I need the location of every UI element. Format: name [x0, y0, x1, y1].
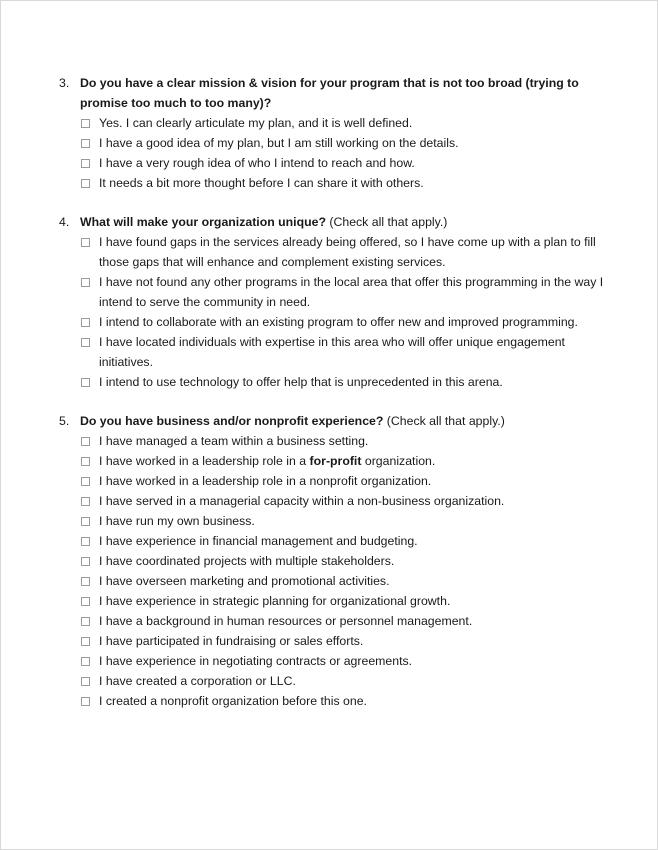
checkbox[interactable]: [81, 437, 90, 446]
option-item: [59, 272, 619, 312]
option-label: I have overseen marketing and promotional activities.: [99, 574, 390, 588]
option-item: [59, 471, 619, 491]
option-label: I have a very rough idea of who I intend to reach and how.: [99, 156, 415, 170]
option-item: [59, 312, 619, 332]
option-label: I have experience in negotiating contracts or agreements.: [99, 654, 413, 668]
checkbox[interactable]: [81, 278, 90, 287]
question-4: [59, 212, 619, 392]
option-label: I have managed a team within a business setting.: [99, 434, 369, 448]
checkbox[interactable]: [81, 677, 90, 686]
checkbox[interactable]: [81, 179, 90, 188]
checkbox[interactable]: [81, 697, 90, 706]
question-prompt: What will make your organization unique? (Check all that apply.): [80, 215, 448, 229]
option-item: [59, 631, 619, 651]
question-number: 4.: [59, 215, 70, 229]
checkbox[interactable]: [81, 378, 90, 387]
checkbox[interactable]: [81, 238, 90, 247]
option-label: I intend to collaborate with an existing program to offer new and improved programming.: [99, 315, 578, 329]
option-item: [59, 551, 619, 571]
option-label: I have worked in a leadership role in a nonprofit organization.: [99, 474, 432, 488]
option-item: [59, 571, 619, 591]
option-item: [59, 531, 619, 551]
option-item: [59, 431, 619, 451]
option-item: [59, 651, 619, 671]
question-3-heading: [59, 73, 619, 113]
option-item: [59, 332, 619, 372]
option-item: [59, 232, 619, 272]
checkbox[interactable]: [81, 318, 90, 327]
checkbox[interactable]: [81, 119, 90, 128]
option-label: I have experience in strategic planning for organizational growth.: [99, 594, 451, 608]
question-3: [59, 73, 619, 193]
option-item: [59, 591, 619, 611]
checkbox[interactable]: [81, 477, 90, 486]
option-label: I have found gaps in the services already being offered, so I have come up with a plan to fill those gaps that will enhance and complement existing services.: [99, 235, 596, 269]
checkbox[interactable]: [81, 557, 90, 566]
checkbox[interactable]: [81, 597, 90, 606]
option-item: [59, 451, 619, 471]
option-label: I have created a corporation or LLC.: [99, 674, 296, 688]
option-label: I have participated in fundraising or sales efforts.: [99, 634, 364, 648]
option-label: I have located individuals with expertise in this area who will offer unique engagement initiatives.: [99, 335, 565, 369]
option-label: I intend to use technology to offer help that is unprecedented in this arena.: [99, 375, 503, 389]
checkbox[interactable]: [81, 159, 90, 168]
option-label: I have a background in human resources or personnel management.: [99, 614, 473, 628]
option-item: [59, 691, 619, 711]
question-prompt: Do you have business and/or nonprofit experience? (Check all that apply.): [80, 414, 505, 428]
question-5: [59, 411, 619, 711]
option-item: [59, 133, 619, 153]
option-label: I have a good idea of my plan, but I am still working on the details.: [99, 136, 459, 150]
checkbox[interactable]: [81, 338, 90, 347]
option-label: I have experience in financial management and budgeting.: [99, 534, 418, 548]
question-number: 5.: [59, 414, 70, 428]
checkbox[interactable]: [81, 497, 90, 506]
option-item: [59, 113, 619, 133]
checkbox[interactable]: [81, 617, 90, 626]
option-item: [59, 173, 619, 193]
option-label: I created a nonprofit organization before this one.: [99, 694, 367, 708]
checkbox[interactable]: [81, 577, 90, 586]
option-label: I have served in a managerial capacity within a non-business organization.: [99, 494, 505, 508]
option-label: I have coordinated projects with multiple stakeholders.: [99, 554, 395, 568]
question-number: 3.: [59, 76, 70, 90]
question-prompt: Do you have a clear mission & vision for your program that is not too broad (trying to promise too much to too many)?: [80, 76, 579, 110]
option-label: I have worked in a leadership role in a for-profit organization.: [99, 454, 436, 468]
option-label: I have not found any other programs in the local area that offer this programming in the way I intend to serve the community in need.: [99, 275, 604, 309]
option-item: [59, 372, 619, 392]
option-label: It needs a bit more thought before I can share it with others.: [99, 176, 424, 190]
option-item: [59, 491, 619, 511]
option-item: [59, 511, 619, 531]
option-label: I have run my own business.: [99, 514, 255, 528]
checkbox[interactable]: [81, 517, 90, 526]
question-4-heading: [59, 212, 619, 232]
option-label: Yes. I can clearly articulate my plan, and it is well defined.: [99, 116, 413, 130]
option-item: [59, 153, 619, 173]
checkbox[interactable]: [81, 637, 90, 646]
checkbox[interactable]: [81, 657, 90, 666]
checkbox[interactable]: [81, 537, 90, 546]
option-item: [59, 671, 619, 691]
question-5-heading: [59, 411, 619, 431]
option-item: [59, 611, 619, 631]
checkbox[interactable]: [81, 457, 90, 466]
checkbox[interactable]: [81, 139, 90, 148]
